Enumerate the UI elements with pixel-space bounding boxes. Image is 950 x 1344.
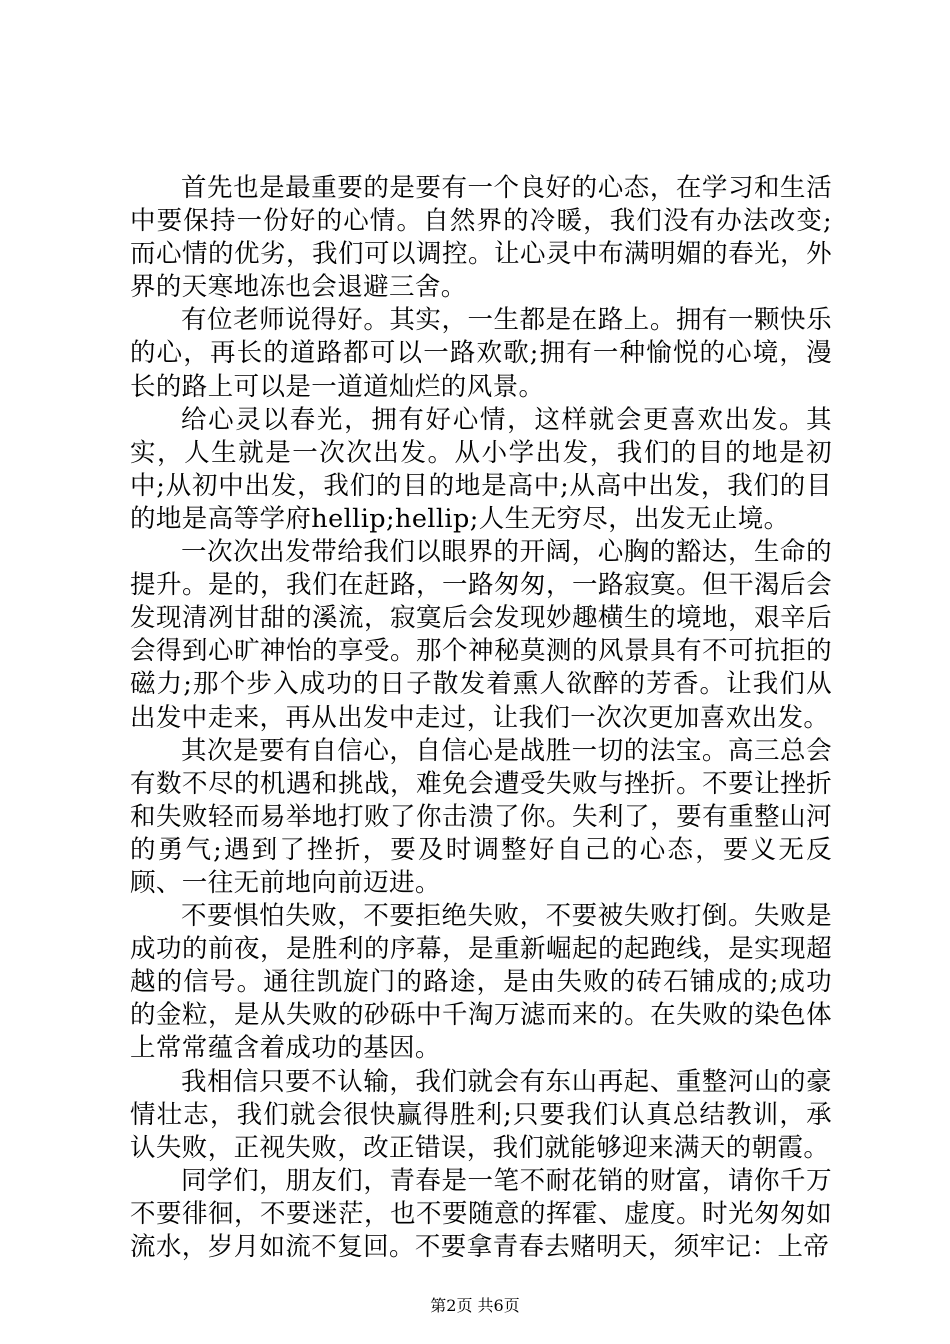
paragraph-7: 我相信只要不认输，我们就会有东山再起、重整河山的豪情壮志，我们就会很快赢得胜利;只要我们认真总结教训，承认失败，正视失败，改正错误，我们就能够迎来满天的朝霞。 <box>130 1066 832 1163</box>
paragraph-2: 有位老师说得好。其实，一生都是在路上。拥有一颗快乐的心，再长的道路都可以一路欢歌;拥有一种愉悦的心境，漫长的路上可以是一道道灿烂的风景。 <box>130 305 832 402</box>
page-footer: 第2页 共6页 <box>430 1296 520 1315</box>
paragraph-1: 首先也是最重要的是要有一个良好的心态，在学习和生活中要保持一份好的心情。自然界的冷暖，我们没有办法改变;而心情的优劣，我们可以调控。让心灵中布满明媚的春光，外界的天寒地冻也会退避三舍。 <box>130 173 832 303</box>
paragraph-3: 给心灵以春光，拥有好心情，这样就会更喜欢出发。其实，人生就是一次次出发。从小学出发，我们的目的地是初中;从初中出发，我们的目的地是高中;从高中出发，我们的目的地是高等学府hellip;hellip;人生无穷尽，出发无止境。 <box>130 404 832 534</box>
paragraph-4: 一次次出发带给我们以眼界的开阔，心胸的豁达，生命的提升。是的，我们在赶路，一路匆匆，一路寂寞。但干渴后会发现清冽甘甜的溪流，寂寞后会发现妙趣横生的境地，艰辛后会得到心旷神怡的享受。那个神秘莫测的风景具有不可抗拒的磁力;那个步入成功的日子散发着熏人欲醉的芳香。让我们从出发中走来，再从出发中走过，让我们一次次更加喜欢出发。 <box>130 537 832 733</box>
document-body <box>130 172 832 1264</box>
paragraph-8: 同学们，朋友们，青春是一笔不耐花销的财富，请你千万不要徘徊，不要迷茫，也不要随意的挥霍、虚度。时光匆匆如流水，岁月如流不复回。不要拿青春去赌明天，须牢记：上帝 <box>130 1165 832 1262</box>
paragraph-5: 其次是要有自信心，自信心是战胜一切的法宝。高三总会有数不尽的机遇和挑战，难免会遭受失败与挫折。不要让挫折和失败轻而易举地打败了你击溃了你。失利了，要有重整山河的勇气;遇到了挫折，要及时调整好自己的心态，要义无反顾、一往无前地向前迈进。 <box>130 735 832 898</box>
paragraph-6: 不要惧怕失败，不要拒绝失败，不要被失败打倒。失败是成功的前夜，是胜利的序幕，是重新崛起的起跑线，是实现超越的信号。通往凯旋门的路途，是由失败的砖石铺成的;成功的金粒，是从失败的砂砾中千淘万滤而来的。在失败的染色体上常常蕴含着成功的基因。 <box>130 901 832 1064</box>
